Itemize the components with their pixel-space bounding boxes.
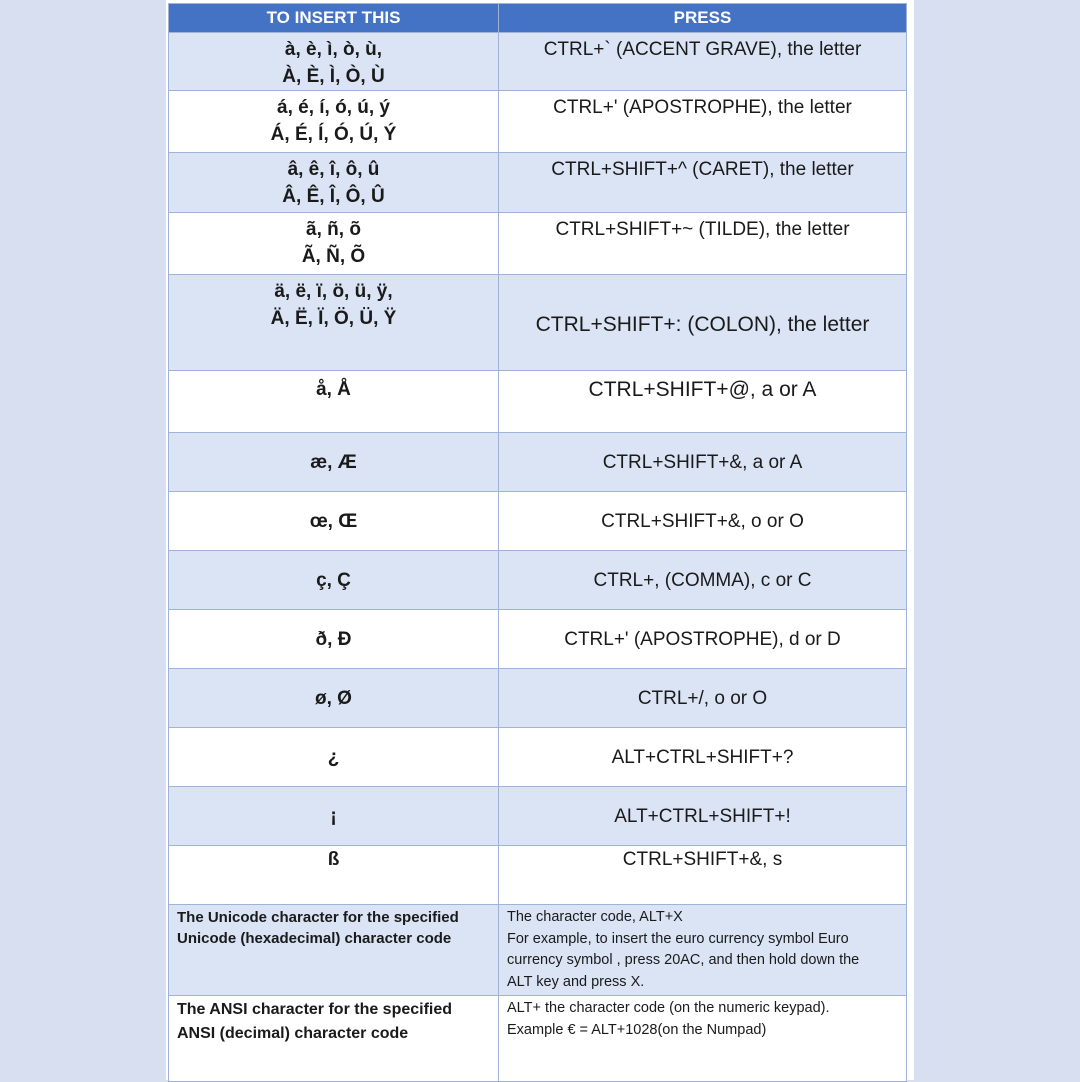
keys-cell: CTRL+/, o or O	[499, 669, 907, 728]
ansi-description	[169, 996, 499, 1082]
table-row	[169, 153, 907, 213]
keys-cell: CTRL+SHIFT+&, s	[499, 846, 907, 905]
keys-cell: CTRL+' (APOSTROPHE), the letter	[499, 91, 907, 153]
keys-cell: CTRL+` (ACCENT GRAVE), the letter	[499, 33, 907, 91]
table-row	[169, 213, 907, 275]
chars-cell: ð, Ð	[169, 610, 499, 669]
unicode-instructions	[499, 905, 907, 996]
keys-cell: CTRL+SHIFT+&, a or A	[499, 433, 907, 492]
ansi-row	[169, 996, 907, 1082]
chars-line: Ã, Ñ, Õ	[301, 246, 366, 267]
table-row	[169, 610, 907, 669]
document-page	[166, 0, 914, 1080]
chars-cell: œ, Œ	[169, 492, 499, 551]
unicode-description	[169, 905, 499, 996]
table-row	[169, 492, 907, 551]
chars-cell	[169, 275, 499, 371]
table-row	[169, 433, 907, 492]
text-line: For example, to insert the euro currency symbol Euro	[507, 930, 849, 947]
chars-line: Á, É, Í, Ó, Ú, Ý	[270, 124, 397, 145]
text-line: Example € = ALT+1028(on the Numpad)	[507, 1021, 767, 1038]
chars-line: ä, ë, ï, ö, ü, ÿ,	[274, 281, 393, 302]
chars-line: à, è, ì, ò, ù,	[284, 39, 383, 60]
table-row	[169, 371, 907, 433]
header-row	[169, 4, 907, 33]
chars-cell: ç, Ç	[169, 551, 499, 610]
keys-cell: ALT+CTRL+SHIFT+?	[499, 728, 907, 787]
chars-cell: ø, Ø	[169, 669, 499, 728]
keys-cell: CTRL+SHIFT+: (COLON), the letter	[499, 275, 907, 371]
keys-cell: CTRL+' (APOSTROPHE), d or D	[499, 610, 907, 669]
chars-cell	[169, 153, 499, 213]
chars-cell	[169, 91, 499, 153]
table-row	[169, 728, 907, 787]
shortcut-table	[168, 3, 907, 1082]
keys-cell: CTRL+SHIFT+&, o or O	[499, 492, 907, 551]
table-row	[169, 669, 907, 728]
table-row	[169, 846, 907, 905]
chars-cell: ß	[169, 846, 499, 905]
chars-cell	[169, 33, 499, 91]
text-line: The character code, ALT+X	[507, 909, 683, 925]
text-line: ANSI (decimal) character code	[177, 1025, 409, 1042]
text-line: currency symbol , press 20AC, and then hold down the	[507, 952, 860, 968]
chars-cell: ¿	[169, 728, 499, 787]
unicode-row	[169, 905, 907, 996]
header-to-insert: TO INSERT THIS	[169, 4, 499, 33]
chars-cell: ¡	[169, 787, 499, 846]
table-row	[169, 91, 907, 153]
header-press: PRESS	[499, 4, 907, 33]
table-row	[169, 33, 907, 91]
text-line: The ANSI character for the specified	[177, 1001, 453, 1018]
chars-line: Â, Ê, Î, Ô, Û	[282, 186, 385, 207]
text-line: Unicode (hexadecimal) character code	[177, 930, 452, 947]
ansi-instructions	[499, 996, 907, 1082]
chars-cell: å, Å	[169, 371, 499, 433]
table-row	[169, 787, 907, 846]
text-line: ALT+ the character code (on the numeric keypad).	[507, 1000, 830, 1016]
keys-cell: CTRL+SHIFT+@, a or A	[499, 371, 907, 433]
text-line: The Unicode character for the specified	[177, 909, 459, 926]
table-row	[169, 551, 907, 610]
keys-cell: ALT+CTRL+SHIFT+!	[499, 787, 907, 846]
chars-line: À, È, Ì, Ò, Ù	[282, 66, 385, 87]
chars-cell: æ, Æ	[169, 433, 499, 492]
chars-line: ã, ñ, õ	[306, 219, 361, 240]
chars-line: â, ê, î, ô, û	[287, 159, 380, 180]
chars-cell	[169, 213, 499, 275]
chars-line: Ä, Ë, Ï, Ö, Ü, Ÿ	[270, 308, 397, 329]
chars-line: á, é, í, ó, ú, ý	[277, 97, 390, 118]
keys-cell: CTRL+, (COMMA), c or C	[499, 551, 907, 610]
text-line: ALT key and press X.	[507, 973, 645, 990]
keys-cell: CTRL+SHIFT+~ (TILDE), the letter	[499, 213, 907, 275]
keys-cell: CTRL+SHIFT+^ (CARET), the letter	[499, 153, 907, 213]
table-row	[169, 275, 907, 371]
